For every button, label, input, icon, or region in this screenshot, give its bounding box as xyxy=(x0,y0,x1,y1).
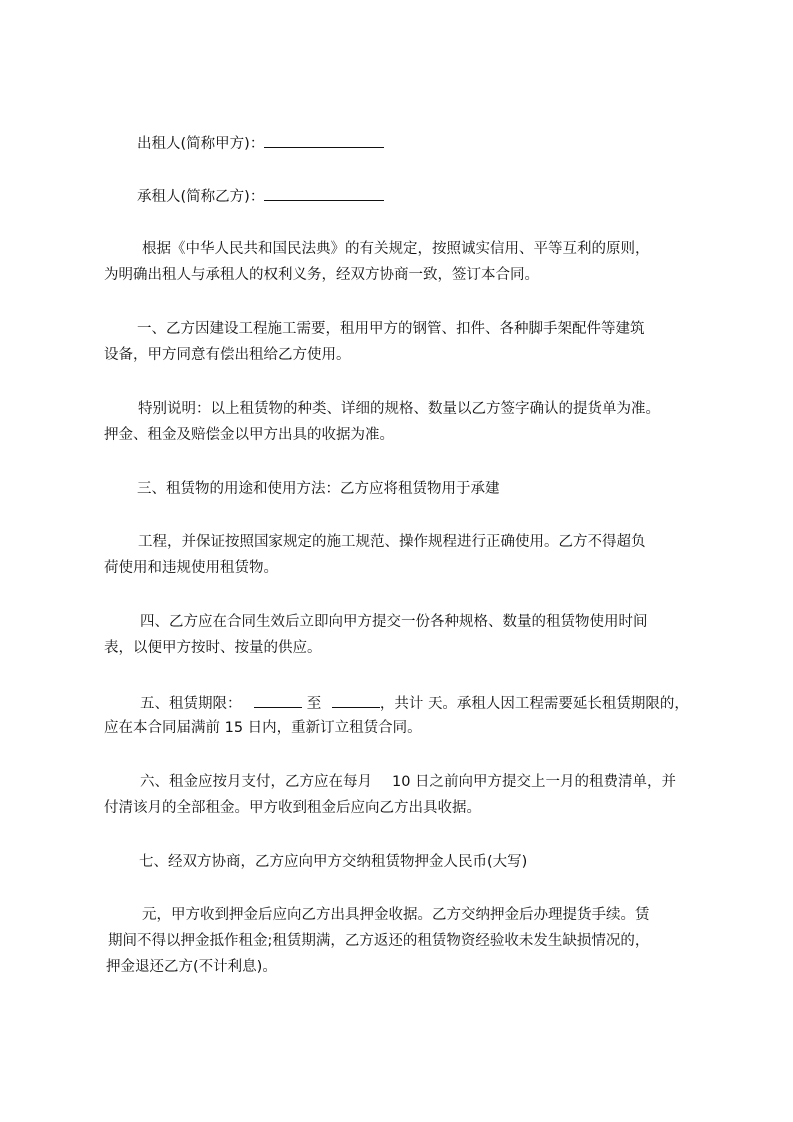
clause-1-line-2: 设备，甲方同意有偿出租给乙方使用。 xyxy=(104,347,351,363)
clause-4-line-2: 表，以便甲方按时、按量的供应。 xyxy=(104,640,322,656)
clause-7-line-2: 元，甲方收到押金后应向乙方出具押金收据。乙方交纳押金后办理提货手续。赁 xyxy=(142,907,650,923)
lessor-label: 出租人(简称甲方)： xyxy=(137,136,265,152)
clause-6-line-1-a: 六、租金应按月支付，乙方应在每月 xyxy=(140,774,372,790)
clause-5-to: 至 xyxy=(306,696,322,712)
clause-5-line-2: 应在本合同届满前 15 日内，重新订立租赁合同。 xyxy=(104,720,422,736)
clause-7-line-4: 押金退还乙方(不计利息)。 xyxy=(106,959,277,975)
lease-start-blank[interactable] xyxy=(254,693,302,708)
clause-3-line-1: 三、租赁物的用途和使用方法：乙方应将租赁物用于承建 xyxy=(137,481,500,497)
lessee-field xyxy=(137,186,727,206)
clause-3-line-2: 工程，并保证按照国家规定的施工规范、操作规程进行正确使用。乙方不得超负 xyxy=(138,534,646,550)
clause-7-line-3: 期间不得以押金抵作租金;租赁期满，乙方返还的租赁物资经验收未发生缺损情况的， xyxy=(108,933,650,949)
lessor-field xyxy=(137,133,727,153)
clause-3-line-3: 荷使用和违规使用租赁物。 xyxy=(104,560,278,576)
clause-5-total: ，共计 xyxy=(379,696,424,712)
note-line-2: 押金、租金及赔偿金以甲方出具的收据为准。 xyxy=(104,427,394,443)
note-line-1: 特别说明：以上租赁物的种类、详细的规格、数量以乙方签字确认的提货单为准。 xyxy=(138,401,660,417)
clause-5-line-1 xyxy=(140,693,760,713)
lessee-blank[interactable] xyxy=(264,186,384,201)
lessor-blank[interactable] xyxy=(264,133,384,148)
lessee-label: 承租人(简称乙方)： xyxy=(137,189,265,205)
lease-end-blank[interactable] xyxy=(332,693,380,708)
clause-5-prefix: 五、租赁期限： xyxy=(140,696,242,712)
clause-5-rest: 天。承租人因工程需要延长租赁期限的， xyxy=(427,696,689,712)
preamble-line-1: 根据《中华人民共和国民法典》的有关规定，按照诚实信用、平等互利的原则， xyxy=(142,241,650,257)
clause-4-line-1: 四、乙方应在合同生效后立即向甲方提交一份各种规格、数量的租赁物使用时间 xyxy=(140,614,648,630)
clause-6-line-2: 付清该月的全部租金。甲方收到租金后应向乙方出具收据。 xyxy=(104,800,481,816)
clause-1-line-1: 一、乙方因建设工程施工需要，租用甲方的钢管、扣件、各种脚手架配件等建筑 xyxy=(137,321,645,337)
clause-7-line-1: 七、经双方协商，乙方应向甲方交纳租赁物押金人民币(大写) xyxy=(139,854,528,870)
preamble-line-2: 为明确出租人与承租人的权利义务，经双方协商一致，签订本合同。 xyxy=(104,267,539,283)
clause-6-line-1-b: 10 日之前向甲方提交上一月的租费清单，并 xyxy=(392,774,677,790)
clause-6-line-1 xyxy=(140,773,760,791)
